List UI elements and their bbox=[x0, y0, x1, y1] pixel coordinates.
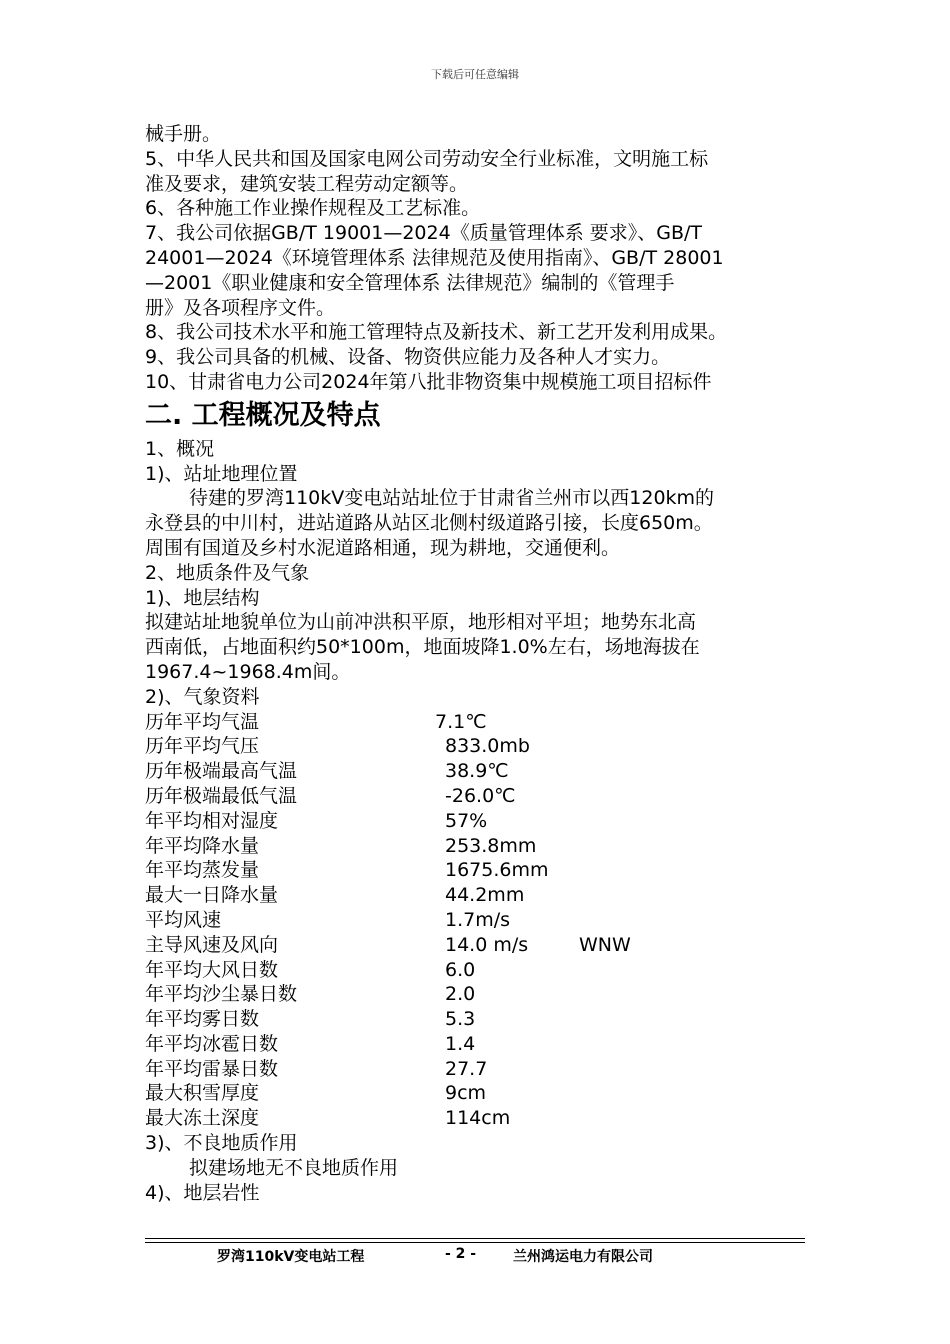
weather-label: 历年平均气温 bbox=[145, 710, 260, 733]
weather-row bbox=[145, 809, 825, 834]
subheading: 2、地质条件及气象 bbox=[145, 561, 310, 584]
text-line: 周围有国道及乡村水泥道路相通，现为耕地，交通便利。 bbox=[145, 536, 621, 559]
weather-value: 1.7m/s bbox=[445, 908, 511, 931]
weather-row bbox=[145, 1032, 825, 1057]
weather-label: 年平均雷暴日数 bbox=[145, 1057, 279, 1080]
text-line: 待建的罗湾110kV变电站站址位于甘肃省兰州市以西120km的 bbox=[189, 487, 715, 510]
weather-row bbox=[145, 958, 825, 983]
weather-label: 最大冻土深度 bbox=[145, 1107, 260, 1130]
weather-label: 最大积雪厚度 bbox=[145, 1082, 260, 1105]
weather-label: 主导风速及风向 bbox=[145, 933, 279, 956]
text-line: 9、我公司具备的机械、设备、物资供应能力及各种人才实力。 bbox=[145, 346, 671, 369]
text-line: 永登县的中川村，进站道路从站区北侧村级道路引接，长度650m。 bbox=[145, 512, 713, 535]
weather-table bbox=[145, 710, 825, 1132]
text-line: 6、各种施工作业操作规程及工艺标准。 bbox=[145, 197, 481, 220]
weather-value: 27.7 bbox=[445, 1057, 488, 1080]
weather-value: 5.3 bbox=[445, 1008, 476, 1031]
text-line: 24001—2024《环境管理体系 法律规范及使用指南》、GB/T 28001 bbox=[145, 246, 724, 269]
weather-label: 最大一日降水量 bbox=[145, 884, 279, 907]
weather-value: 44.2mm bbox=[445, 884, 525, 907]
weather-label: 平均风速 bbox=[145, 908, 222, 931]
text-line: 8、我公司技术水平和施工管理特点及新技术、新工艺开发利用成果。 bbox=[145, 321, 728, 344]
wind-direction: WNW bbox=[579, 933, 631, 956]
footer-project: 罗湾110kV变电站工程 bbox=[217, 1249, 365, 1265]
text-line: 10、甘肃省电力公司2024年第八批非物资集中规模施工项目招标件 bbox=[145, 370, 712, 393]
weather-label: 年平均雾日数 bbox=[145, 1008, 260, 1031]
subheading: 1)、站址地理位置 bbox=[145, 462, 298, 485]
footer-divider bbox=[145, 1238, 805, 1239]
weather-row bbox=[145, 1007, 825, 1032]
weather-label: 历年极端最低气温 bbox=[145, 784, 298, 807]
weather-value: 7.1℃ bbox=[435, 710, 487, 733]
text-line: 西南低，占地面积约50*100m，地面坡降1.0%左右，场地海拔在 bbox=[145, 636, 700, 659]
weather-value: 1675.6mm bbox=[445, 859, 549, 882]
text-line: 1967.4~1968.4m间。 bbox=[145, 660, 351, 683]
text-line: —2001《职业健康和安全管理体系 法律规范》编制的《管理手 bbox=[145, 271, 675, 294]
weather-label: 年平均蒸发量 bbox=[145, 859, 260, 882]
document-body bbox=[145, 122, 825, 1205]
text-line: 册》及各项程序文件。 bbox=[145, 296, 336, 319]
subheading: 2)、气象资料 bbox=[145, 685, 260, 708]
weather-row bbox=[145, 834, 825, 859]
page-watermark: 下载后可任意编辑 bbox=[431, 68, 519, 81]
weather-label: 历年平均气压 bbox=[145, 735, 260, 758]
weather-value: 14.0 m/s bbox=[445, 933, 529, 956]
weather-label: 年平均冰雹日数 bbox=[145, 1032, 279, 1055]
weather-label: 年平均相对湿度 bbox=[145, 809, 279, 832]
weather-row bbox=[145, 784, 825, 809]
weather-label: 年平均降水量 bbox=[145, 834, 260, 857]
weather-row bbox=[145, 1081, 825, 1106]
weather-value: 1.4 bbox=[445, 1032, 476, 1055]
weather-value: 2.0 bbox=[445, 983, 476, 1006]
weather-value: 6.0 bbox=[445, 958, 476, 981]
footer-page-number: - 2 - bbox=[445, 1246, 477, 1262]
weather-value: 9cm bbox=[445, 1082, 487, 1105]
weather-row bbox=[145, 710, 825, 735]
footer-company: 兰州鸿运电力有限公司 bbox=[513, 1249, 653, 1265]
weather-row bbox=[145, 1106, 825, 1131]
text-line: 拟建站址地貌单位为山前冲洪积平原，地形相对平坦；地势东北高 bbox=[145, 611, 697, 634]
weather-row bbox=[145, 1057, 825, 1082]
weather-value: -26.0℃ bbox=[445, 784, 516, 807]
weather-row bbox=[145, 982, 825, 1007]
weather-row bbox=[145, 908, 825, 933]
weather-value: 114cm bbox=[445, 1107, 511, 1130]
text-line: 准及要求，建筑安装工程劳动定额等。 bbox=[145, 172, 469, 195]
weather-label: 历年极端最高气温 bbox=[145, 760, 298, 783]
section-heading: 二. 工程概况及特点 bbox=[145, 399, 381, 431]
text-line: 7、我公司依据GB/T 19001—2024《质量管理体系 要求》、GB/T bbox=[145, 222, 702, 245]
weather-row bbox=[145, 734, 825, 759]
weather-label: 年平均沙尘暴日数 bbox=[145, 983, 298, 1006]
weather-row bbox=[145, 933, 825, 958]
text-line: 拟建场地无不良地质作用 bbox=[189, 1156, 399, 1179]
weather-row bbox=[145, 883, 825, 908]
text-line: 5、中华人民共和国及国家电网公司劳动安全行业标准，文明施工标 bbox=[145, 147, 709, 170]
footer-divider bbox=[145, 1242, 805, 1243]
weather-value: 57% bbox=[445, 809, 488, 832]
subheading: 1、概况 bbox=[145, 437, 215, 460]
weather-value: 38.9℃ bbox=[445, 760, 509, 783]
weather-row bbox=[145, 858, 825, 883]
subheading: 3)、不良地质作用 bbox=[145, 1132, 298, 1155]
weather-value: 833.0mb bbox=[445, 735, 530, 758]
weather-value: 253.8mm bbox=[445, 834, 537, 857]
subheading: 4)、地层岩性 bbox=[145, 1181, 260, 1204]
weather-row bbox=[145, 759, 825, 784]
weather-label: 年平均大风日数 bbox=[145, 958, 279, 981]
text-line: 械手册。 bbox=[145, 123, 222, 145]
subheading: 1)、地层结构 bbox=[145, 586, 260, 609]
top-paragraphs bbox=[145, 122, 825, 395]
